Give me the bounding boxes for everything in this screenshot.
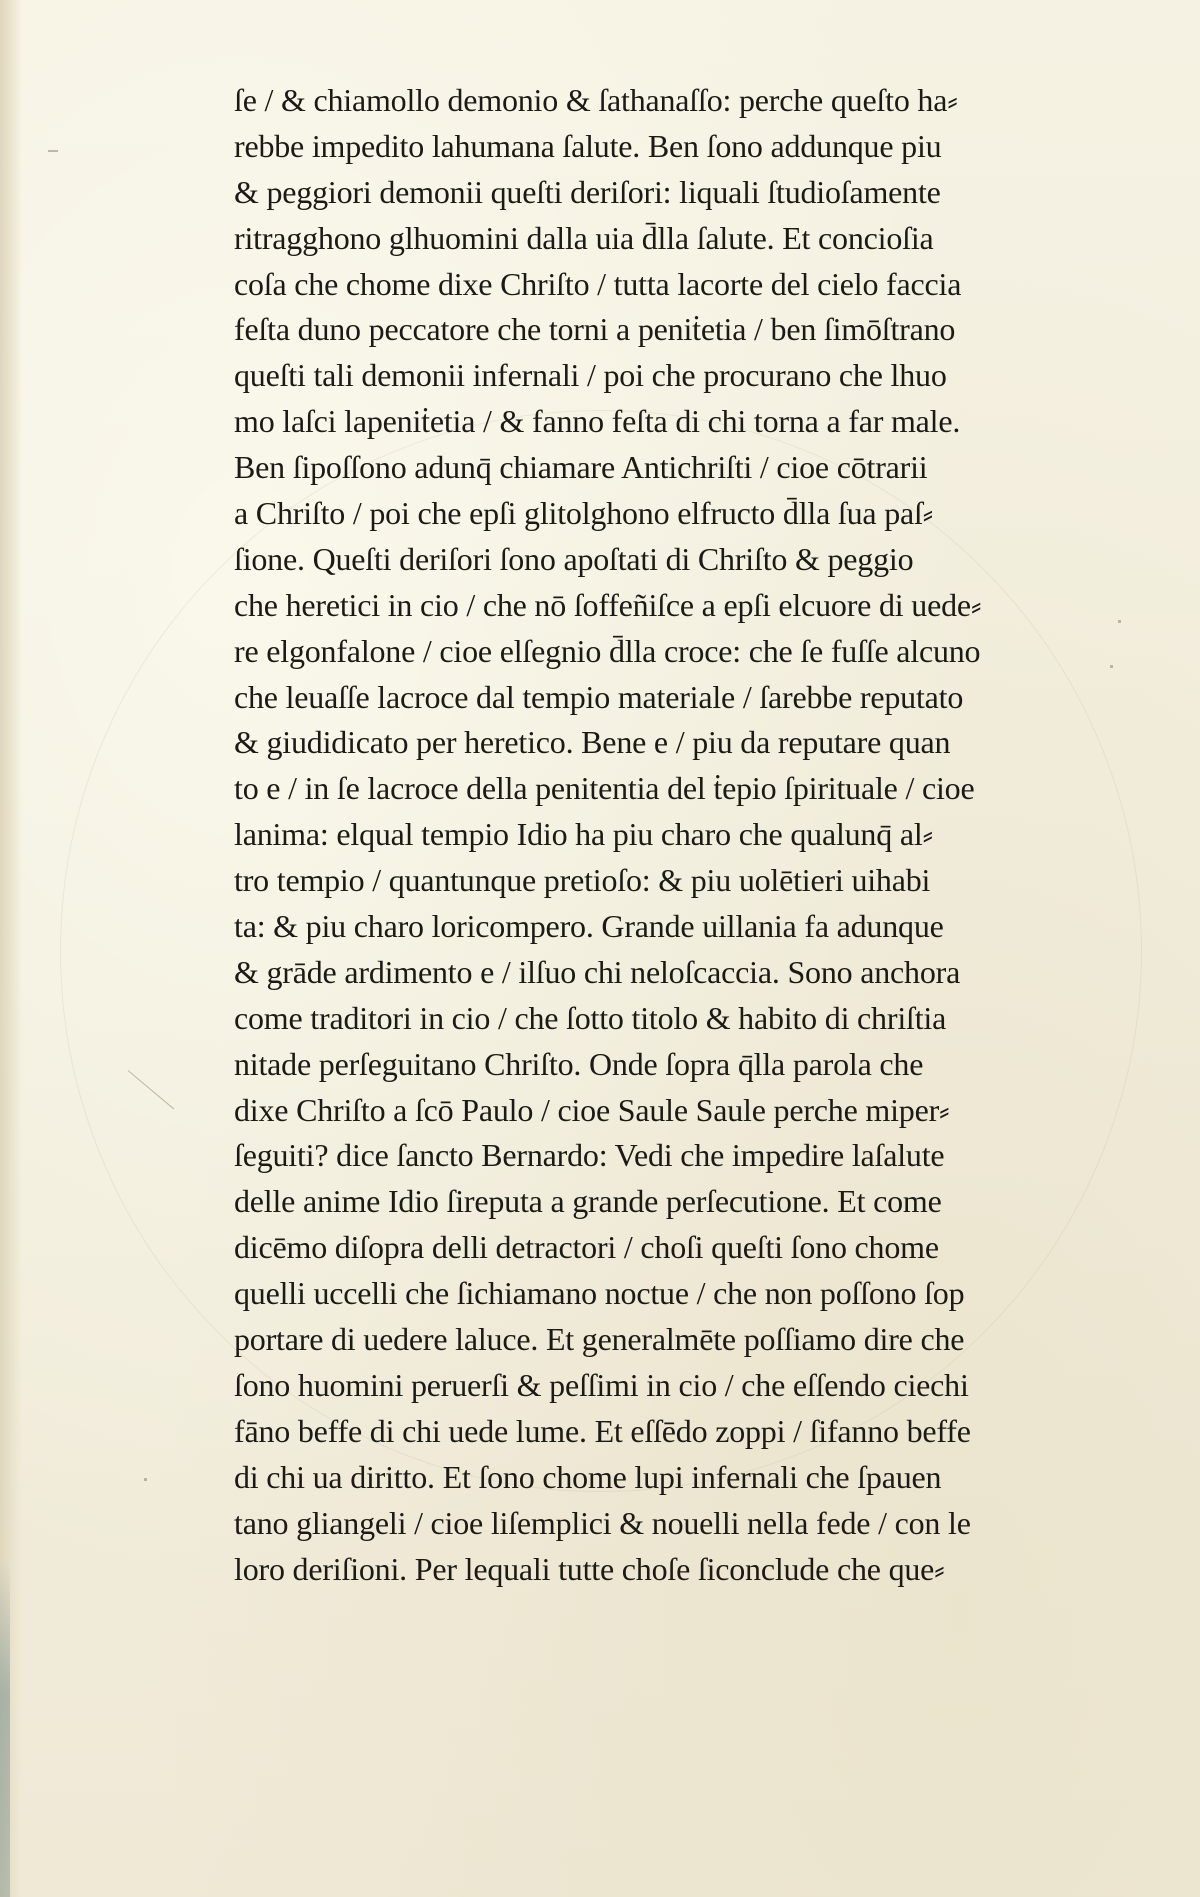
text-line: re elgonfalone / cioe elſegnio d̄lla croce: che ſe fuſſe alcuno [234, 632, 981, 669]
margin-speck [1118, 620, 1121, 623]
text-line: che heretici in cio / che nō ſoffeñiſce a epſi elcuore di uede⸗ [234, 586, 982, 623]
text-line: dicēmo diſopra delli detractori / choſi queſti ſono chome [234, 1229, 939, 1266]
text-line: & peggiori demonii queſti deriſori: liquali ſtudioſamente [234, 173, 941, 210]
text-line: to e / in ſe lacroce della penitentia del ṫepio ſpirituale / cioe [234, 770, 975, 807]
text-line: ſe / & chiamollo demonio & ſathanaſſo: perche queſto ha⸗ [234, 82, 958, 118]
text-line: rebbe impedito lahumana ſalute. Ben ſono addunque piu [234, 127, 942, 164]
margin-speck [48, 150, 58, 152]
margin-speck [144, 1478, 147, 1481]
text-line: queſti tali demonii infernali / poi che procurano che lhuo [234, 357, 947, 394]
text-line: feſta duno peccatore che torni a peniṫetia / ben ſimōſtrano [234, 311, 956, 348]
text-line: fāno beffe di chi uede lume. Et eſſēdo zoppi / ſifanno beffe [234, 1412, 971, 1449]
page-edge-stain [0, 1560, 10, 1897]
text-line: mo laſci lapeniṫetia / & fanno feſta di chi torna a far male. [234, 403, 961, 440]
text-line: coſa che chome dixe Chriſto / tutta lacorte del cielo faccia [234, 265, 962, 302]
text-line: come traditori in cio / che ſotto titolo & habito di chriſtia [234, 999, 947, 1036]
text-line: Ben ſipoſſono adunq̄ chiamare Antichriſti / cioe cōtrarii [234, 449, 928, 486]
text-line: ritragghono glhuomini dalla uia d̄lla ſalute. Et concioſia [234, 219, 934, 256]
text-line: ta: & piu charo loricompero. Grande uillania fa adunque [234, 908, 944, 945]
text-line: ſione. Queſti deriſori ſono apoſtati di Chriſto & peggio [234, 540, 914, 577]
text-line: & giudidicato per heretico. Bene e / piu da reputare quan [234, 724, 951, 761]
text-line: ſono huomini peruerſi & peſſimi in cio / che eſſendo ciechi [234, 1366, 969, 1403]
text-line: tro tempio / quantunque pretioſo: & piu uolētieri uihabi [234, 862, 931, 899]
text-line: quelli uccelli che ſichiamano noctue / che non poſſono ſop [234, 1275, 965, 1312]
text-line: delle anime Idio ſireputa a grande perſecutione. Et come [234, 1183, 942, 1220]
text-line: nitade perſeguitano Chriſto. Onde ſopra q̄lla parola che [234, 1045, 924, 1082]
text-line: tano gliangeli / cioe liſemplici & nouelli nella fede / con le [234, 1504, 971, 1541]
margin-speck [1110, 665, 1113, 668]
text-line: portare di uedere laluce. Et generalmēte poſſiamo dire che [234, 1321, 965, 1358]
text-line: ſeguiti? dice ſancto Bernardo: Vedi che impedire laſalute [234, 1137, 945, 1174]
text-line: a Chriſto / poi che epſi glitolghono elfructo d̄lla ſua paſ⸗ [234, 495, 934, 532]
text-line: lanima: elqual tempio Idio ha piu charo che qualunq̄ al⸗ [234, 816, 933, 853]
text-line: dixe Chriſto a ſcō Paulo / cioe Saule Saule perche miper⸗ [234, 1091, 950, 1128]
text-line: di chi ua diritto. Et ſono chome lupi infernali che ſpauen [234, 1458, 942, 1495]
text-column [234, 78, 1104, 1592]
text-line: che leuaſſe lacroce dal tempio materiale / ſarebbe reputato [234, 678, 964, 715]
text-line: & grāde ardimento e / ilſuo chi neloſcaccia. Sono anchora [234, 953, 961, 990]
text-line: loro deriſioni. Per lequali tutte choſe ſiconclude che que⸗ [234, 1550, 945, 1587]
